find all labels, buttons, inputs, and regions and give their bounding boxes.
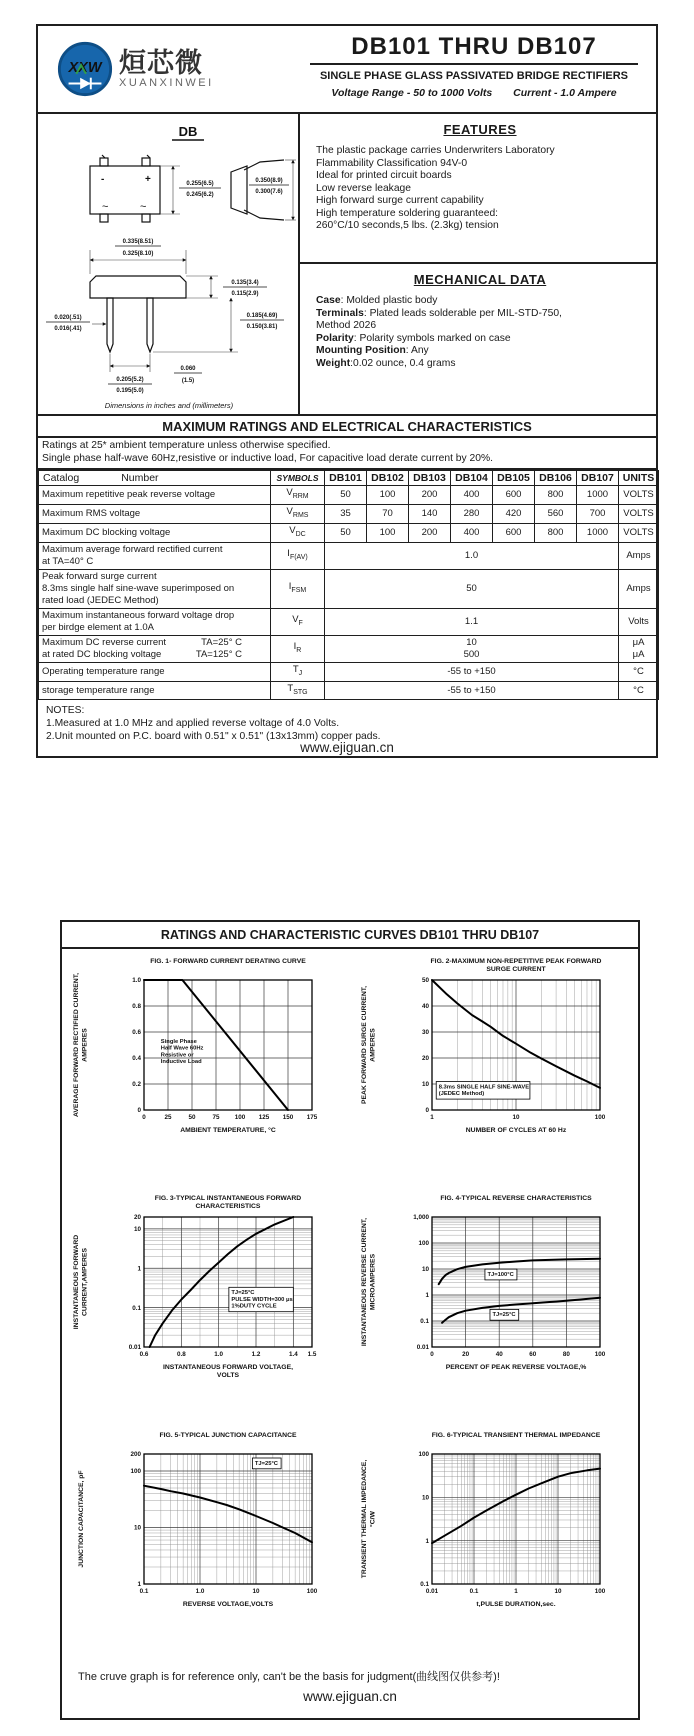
list-item: Case: Molded plastic body xyxy=(316,295,438,306)
svg-text:INSTANTANEOUS FORWARD VOLTAGE,: INSTANTANEOUS FORWARD VOLTAGE, xyxy=(162,1363,293,1371)
svg-text:100: 100 xyxy=(129,1467,141,1475)
svg-text:AMBIENT TEMPERATURE, °C: AMBIENT TEMPERATURE, °C xyxy=(179,1126,276,1134)
table-row: Operating temperature range $T_J$ -55 to +150 °C xyxy=(39,662,659,681)
range-line xyxy=(306,87,642,99)
figure-6 xyxy=(350,1423,638,1660)
mechanical-data-section xyxy=(300,264,656,370)
svg-text:FIG. 5-TYPICAL JUNCTION CAPACI: FIG. 5-TYPICAL JUNCTION CAPACITANCE xyxy=(158,1431,297,1439)
current-rating: Current - 1.0 Ampere xyxy=(513,87,617,99)
svg-text:0.6: 0.6 xyxy=(139,1350,148,1358)
svg-text:TJ=25°C: TJ=25°C xyxy=(491,1311,516,1318)
svg-text:Single Phase: Single Phase xyxy=(160,1038,197,1045)
svg-text:TJ=100°C: TJ=100°C xyxy=(486,1271,514,1278)
svg-text:20: 20 xyxy=(461,1350,469,1358)
package-outline-drawing xyxy=(38,114,300,414)
svg-text:100: 100 xyxy=(594,1350,605,1358)
notes-heading: NOTES: xyxy=(46,705,85,717)
svg-text:100: 100 xyxy=(417,1239,429,1247)
table-row: storage temperature range $T_{STG}$ -55 to +150 °C xyxy=(39,681,659,700)
table-row: Maximum average forward rectified current at TA=40° C $I_{F(AV)}$ 1.0 Amps xyxy=(39,542,659,569)
svg-text:8.3ms SINGLE HALF SINE-WAVE: 8.3ms SINGLE HALF SINE-WAVE xyxy=(438,1083,529,1090)
bottom-view xyxy=(90,276,186,352)
dim-pitch-max: 0.205(5.2) xyxy=(116,377,144,383)
datasheet-page-1 xyxy=(36,24,658,758)
svg-text:TRANSIENT THERMAL IMPEDANCE,: TRANSIENT THERMAL IMPEDANCE, xyxy=(360,1459,368,1578)
svg-text:NUMBER OF CYCLES AT 60 Hz: NUMBER OF CYCLES AT 60 Hz xyxy=(465,1126,566,1134)
dim-standoff-mm: (1.5) xyxy=(181,378,195,384)
dim-lead-width-max: 0.020(.51) xyxy=(54,315,82,321)
polarity-ac1: ~ xyxy=(102,201,109,213)
dim-width-max: 0.335(8.51) xyxy=(122,239,154,245)
list-item: High temperature soldering guaranteed: xyxy=(316,207,499,219)
svg-text:t,PULSE DURATION,sec.: t,PULSE DURATION,sec. xyxy=(475,1600,556,1608)
svg-text:125: 125 xyxy=(258,1113,269,1121)
svg-text:SURGE CURRENT: SURGE CURRENT xyxy=(485,965,546,973)
dim-width-min: 0.325(8.10) xyxy=(122,251,154,257)
svg-text:100: 100 xyxy=(417,1450,429,1458)
svg-text:10: 10 xyxy=(133,1225,141,1233)
svg-text:AVERAGE FORWARD RECTIFIED CURR: AVERAGE FORWARD RECTIFIED CURRENT, xyxy=(72,972,80,1117)
fig3-forward-characteristics-chart xyxy=(64,1189,349,1421)
svg-text:10: 10 xyxy=(421,1494,429,1502)
fig4-reverse-characteristics-chart xyxy=(352,1189,637,1421)
list-item: Mounting Position: Any xyxy=(316,345,429,356)
svg-text:0: 0 xyxy=(136,1106,141,1114)
svg-text:60: 60 xyxy=(528,1350,536,1358)
svg-text:20: 20 xyxy=(421,1054,429,1062)
svg-text:200: 200 xyxy=(129,1450,141,1458)
dim-standoff-in: 0.060 xyxy=(180,366,196,372)
svg-text:0.4: 0.4 xyxy=(131,1054,141,1062)
svg-text:(JEDEC Method): (JEDEC Method) xyxy=(438,1090,484,1097)
svg-text:REVERSE VOLTAGE,VOLTS: REVERSE VOLTAGE,VOLTS xyxy=(182,1600,273,1608)
svg-text:100: 100 xyxy=(594,1113,605,1121)
svg-text:0: 0 xyxy=(429,1350,434,1358)
svg-text:10: 10 xyxy=(553,1587,562,1595)
svg-text:Resistive or: Resistive or xyxy=(160,1051,194,1058)
dim-lead-width-min: 0.016(.41) xyxy=(54,326,82,332)
svg-text:1.5: 1.5 xyxy=(307,1350,316,1358)
svg-text:FIG. 2-MAXIMUM NON-REPETITIVE: FIG. 2-MAXIMUM NON-REPETITIVE PEAK FORWARD xyxy=(430,957,601,965)
svg-text:CHARACTERISTICS: CHARACTERISTICS xyxy=(195,1202,260,1210)
svg-text:Inductive Load: Inductive Load xyxy=(160,1058,202,1065)
svg-text:JUNCTION CAPACITANCE, pF: JUNCTION CAPACITANCE, pF xyxy=(77,1469,85,1568)
svg-text:10: 10 xyxy=(133,1524,141,1532)
svg-text:°C/W: °C/W xyxy=(369,1510,376,1527)
list-item: High forward surge current capability xyxy=(316,195,484,206)
dim-height-max: 0.255(6.5) xyxy=(186,181,214,187)
figure-2 xyxy=(350,949,638,1186)
svg-text:0.1: 0.1 xyxy=(419,1580,429,1588)
svg-text:1: 1 xyxy=(424,1291,429,1299)
header xyxy=(38,26,656,114)
svg-text:100: 100 xyxy=(234,1113,245,1121)
svg-text:TJ=25°C: TJ=25°C xyxy=(230,1289,254,1296)
list-item: Flammability Classification 94V-0 xyxy=(316,157,468,169)
svg-text:25: 25 xyxy=(163,1113,172,1121)
list-item: 2.Unit mounted on P.C. board with 0.51" x 0.51" (13x13mm) copper pads. xyxy=(46,731,381,743)
svg-text:1.2: 1.2 xyxy=(251,1350,260,1358)
list-item: 1.Measured at 1.0 MHz and applied reverse voltage of 4.0 Volts. xyxy=(46,718,340,730)
svg-text:FIG. 3-TYPICAL INSTANTANEOUS F: FIG. 3-TYPICAL INSTANTANEOUS FORWARD xyxy=(154,1194,301,1202)
svg-text:10: 10 xyxy=(511,1113,520,1121)
page2-footer-url: www.ejiguan.cn xyxy=(303,1689,397,1704)
svg-text:10: 10 xyxy=(421,1080,429,1088)
svg-text:1: 1 xyxy=(429,1113,434,1121)
svg-text:0: 0 xyxy=(141,1113,146,1121)
svg-text:10: 10 xyxy=(251,1587,260,1595)
logo-monogram: XXW xyxy=(68,59,102,76)
list-item: Polarity: Polarity symbols marked on case xyxy=(316,332,511,344)
curves-page-title: RATINGS AND CHARACTERISTIC CURVES DB101 THRU DB107 xyxy=(62,922,638,949)
figure-5 xyxy=(62,1423,350,1660)
package-name: DB xyxy=(178,124,198,139)
svg-text:FIG. 1- FORWARD CURRENT DERATI: FIG. 1- FORWARD CURRENT DERATING CURVE xyxy=(149,957,306,965)
figure-3 xyxy=(62,1186,350,1423)
ratings-condition-1: Ratings at 25* ambient temperature unless otherwise specified. xyxy=(42,440,331,451)
svg-text:PERCENT OF PEAK REVERSE VOLTAG: PERCENT OF PEAK REVERSE VOLTAGE,% xyxy=(445,1363,586,1371)
fig5-junction-capacitance-chart xyxy=(64,1426,349,1658)
svg-text:30: 30 xyxy=(421,1028,429,1036)
svg-text:PEAK FORWARD SURGE CURRENT,: PEAK FORWARD SURGE CURRENT, xyxy=(360,985,368,1104)
svg-text:100: 100 xyxy=(306,1587,317,1595)
dimension-caption: Dimensions in inches and (millimeters) xyxy=(104,401,234,410)
title-block xyxy=(300,26,656,112)
mechanical-heading: MECHANICAL DATA xyxy=(413,272,547,287)
features-heading: FEATURES xyxy=(443,122,517,137)
mechanical-list xyxy=(316,295,644,370)
polarity-ac2: ~ xyxy=(140,201,147,213)
svg-text:40: 40 xyxy=(495,1350,503,1358)
company-logo xyxy=(38,26,300,112)
svg-text:0.01: 0.01 xyxy=(425,1587,438,1595)
figure-4 xyxy=(350,1186,638,1423)
list-item: Terminals: Plated leads solderable per MIL-STD-750, xyxy=(316,307,562,319)
voltage-range: Voltage Range - 50 to 1000 Volts xyxy=(331,87,493,99)
dim-lead-length-min: 0.150(3.81) xyxy=(246,324,278,330)
svg-text:0.1: 0.1 xyxy=(139,1587,148,1595)
table-row: Peak forward surge current 8.3ms single half sine-wave superimposed on rated load (JEDEC Method) $I_{FSM}$ 50 Amps xyxy=(39,569,659,608)
list-item: Ideal for printed circuit boards xyxy=(316,170,452,181)
dim-side-height-min: 0.300(7.6) xyxy=(255,189,283,195)
svg-text:175: 175 xyxy=(306,1113,317,1121)
features-section xyxy=(300,114,656,264)
svg-text:CURRENT,AMPERES: CURRENT,AMPERES xyxy=(81,1247,88,1316)
dim-pitch-min: 0.195(5.0) xyxy=(116,388,144,394)
table-row: Maximum repetitive peak reverse voltage $V_{RRM}$ 50 100 200 400 600 800 1000 VOLTS xyxy=(39,486,659,505)
table-row: Maximum instantaneous forward voltage drop per birdge element at 1.0A $V_F$ 1.1 Volts xyxy=(39,608,659,635)
svg-text:1: 1 xyxy=(513,1587,518,1595)
features-list xyxy=(316,145,644,233)
svg-text:VOLTS: VOLTS xyxy=(216,1371,239,1379)
front-view xyxy=(90,155,160,222)
fig1-forward-current-derating-chart xyxy=(64,952,349,1184)
company-name-cjk: 烜芯微 xyxy=(119,47,203,78)
company-name-latin: XUANXINWEI xyxy=(119,76,214,89)
svg-text:1.0: 1.0 xyxy=(213,1350,223,1358)
svg-text:AMPERES: AMPERES xyxy=(81,1027,88,1062)
svg-text:1: 1 xyxy=(424,1537,429,1545)
svg-text:FIG. 6-TYPICAL TRANSIENT THERM: FIG. 6-TYPICAL TRANSIENT THERMAL IMPEDANCE xyxy=(431,1431,600,1439)
ratings-table xyxy=(38,470,659,700)
svg-text:1,000: 1,000 xyxy=(412,1213,429,1221)
list-item: Method 2026 xyxy=(316,320,377,331)
svg-text:50: 50 xyxy=(187,1113,196,1121)
svg-text:80: 80 xyxy=(562,1350,570,1358)
svg-text:40: 40 xyxy=(421,1002,429,1010)
fig2-peak-forward-surge-chart xyxy=(352,952,637,1184)
svg-text:0.01: 0.01 xyxy=(416,1343,429,1351)
svg-text:1: 1 xyxy=(136,1580,141,1588)
curves-disclaimer: The cruve graph is for reference only, can't be the basis for judgment(曲线图仅供参考)! xyxy=(78,1671,500,1683)
package-outline-panel xyxy=(38,114,300,414)
polarity-minus: - xyxy=(101,174,105,185)
svg-text:PULSE WIDTH=300 μs: PULSE WIDTH=300 μs xyxy=(230,1296,293,1303)
dim-height-min: 0.245(6.2) xyxy=(186,192,214,198)
table-row: Maximum DC blocking voltage $V_{DC}$ 50 100 200 400 600 800 1000 VOLTS xyxy=(39,523,659,542)
fig6-transient-thermal-impedance-chart xyxy=(352,1426,637,1658)
page1-footer-url: www.ejiguan.cn xyxy=(300,740,394,755)
svg-text:10: 10 xyxy=(421,1265,429,1273)
datasheet-page-2 xyxy=(60,920,640,1720)
polarity-plus: + xyxy=(145,174,151,185)
svg-text:150: 150 xyxy=(282,1113,293,1121)
svg-text:50: 50 xyxy=(421,976,429,984)
title-rule xyxy=(310,63,638,65)
list-item: Low reverse leakage xyxy=(316,182,412,194)
svg-text:1: 1 xyxy=(136,1264,141,1272)
table-header-row: Catalog Number SYMBOLS DB101 DB102 DB103 DB104 DB105 DB106 DB107 UNITS xyxy=(39,471,659,486)
logo-mark-icon xyxy=(56,40,114,98)
list-item: 260°C/10 seconds,5 lbs. (2.3kg) tension xyxy=(316,220,499,231)
list-item: The plastic package carries Underwriters Laboratory xyxy=(316,145,555,156)
dim-side-height-max: 0.350(8.9) xyxy=(255,178,283,184)
svg-text:MICROAMPERES: MICROAMPERES xyxy=(369,1253,376,1310)
svg-text:0.6: 0.6 xyxy=(131,1028,141,1036)
svg-text:AMPERES: AMPERES xyxy=(369,1027,376,1062)
dim-thickness-min: 0.115(2.9) xyxy=(231,291,259,297)
svg-text:INSTANTANEOUS FORWARD: INSTANTANEOUS FORWARD xyxy=(72,1234,80,1329)
ratings-conditions xyxy=(38,438,656,470)
svg-text:1.0: 1.0 xyxy=(131,976,141,984)
svg-text:0.1: 0.1 xyxy=(419,1317,429,1325)
svg-text:0.2: 0.2 xyxy=(131,1080,141,1088)
svg-text:20: 20 xyxy=(133,1213,141,1221)
doc-subtitle: SINGLE PHASE GLASS PASSIVATED BRIDGE RECTIFIERS xyxy=(319,70,629,82)
svg-text:TJ=25°C: TJ=25°C xyxy=(254,1460,278,1467)
svg-text:1.0: 1.0 xyxy=(195,1587,204,1595)
part-number-title: DB101 THRU DB107 xyxy=(351,33,597,60)
svg-text:Half Wave 60Hz: Half Wave 60Hz xyxy=(160,1045,203,1052)
svg-text:1.4: 1.4 xyxy=(288,1350,298,1358)
svg-text:0.1: 0.1 xyxy=(131,1304,141,1312)
svg-text:100: 100 xyxy=(594,1587,605,1595)
svg-text:0.01: 0.01 xyxy=(128,1343,141,1351)
figure-grid xyxy=(62,949,638,1660)
table-row: Maximum RMS voltage $V_{RMS}$ 35 70 140 280 420 560 700 VOLTS xyxy=(39,504,659,523)
figure-1 xyxy=(62,949,350,1186)
ratings-condition-2: Single phase half-wave 60Hz,resistive or inductive load, For capacitive load derate current by 20%. xyxy=(42,452,494,464)
dim-thickness-max: 0.135(3.4) xyxy=(231,280,259,286)
svg-text:0.8: 0.8 xyxy=(176,1350,186,1358)
ratings-band-title: MAXIMUM RATINGS AND ELECTRICAL CHARACTERISTICS xyxy=(38,416,656,438)
svg-text:0.8: 0.8 xyxy=(131,1002,141,1010)
svg-text:INSTANTANEOUS REVERSE CURRENT,: INSTANTANEOUS REVERSE CURRENT, xyxy=(360,1217,368,1346)
svg-text:0.1: 0.1 xyxy=(469,1587,478,1595)
table-row: Maximum DC reverse current TA=25° C at rated DC blocking voltage TA=125° C $I_R$ 10 500 μA μA xyxy=(39,635,659,662)
svg-text:FIG. 4-TYPICAL REVERSE CHARACT: FIG. 4-TYPICAL REVERSE CHARACTERISTICS xyxy=(439,1194,592,1202)
svg-text:1%DUTY CYCLE: 1%DUTY CYCLE xyxy=(230,1303,277,1310)
svg-text:0: 0 xyxy=(424,1106,429,1114)
svg-text:75: 75 xyxy=(211,1113,220,1121)
dim-lead-length-max: 0.185(4.69) xyxy=(246,313,278,319)
list-item: Weight:0.02 ounce, 0.4 grams xyxy=(316,357,456,369)
